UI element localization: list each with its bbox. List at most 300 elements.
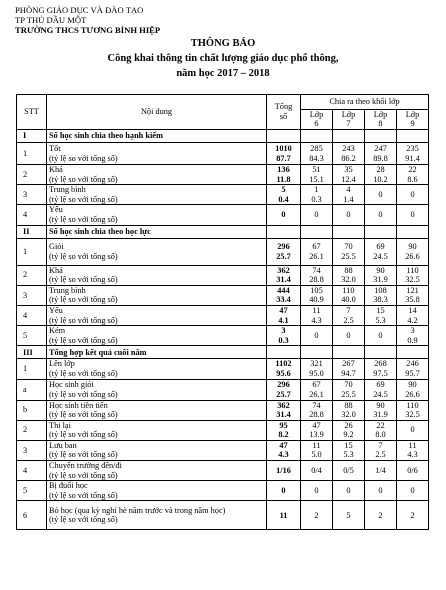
total-percent: 25.7 bbox=[276, 251, 291, 261]
grade-count: 26 bbox=[344, 420, 353, 430]
grade-9-cell bbox=[397, 379, 429, 400]
total-count: 296 bbox=[277, 241, 290, 251]
header-grade-4 bbox=[397, 110, 429, 130]
grade-8-cell bbox=[365, 481, 397, 501]
row-ratio-label: (tỷ lệ so với tổng số) bbox=[49, 335, 118, 345]
row-ratio-label: (tỷ lệ so với tổng số) bbox=[49, 214, 118, 224]
row-total bbox=[267, 440, 301, 460]
grade-9-cell bbox=[397, 359, 429, 379]
row-name: Chuyển trường đến/đi bbox=[49, 461, 122, 471]
row-ratio-label: (tỷ lệ so với tổng số) bbox=[49, 368, 118, 378]
grade-9-cell bbox=[397, 238, 429, 265]
row-total bbox=[267, 285, 301, 305]
row-name: Bỏ học (qua kỳ nghỉ hè năm trước và trong năm học) bbox=[49, 505, 226, 515]
total-count: 362 bbox=[277, 265, 290, 275]
header-grade-label: Lớp bbox=[341, 109, 356, 119]
grade-8-cell bbox=[365, 440, 397, 460]
grade-percent: 13.9 bbox=[309, 430, 324, 440]
grade-count: 0 bbox=[378, 189, 383, 199]
grade-count: 0 bbox=[410, 189, 415, 199]
row-stt: 4 bbox=[17, 461, 47, 481]
row-stt: 3 bbox=[17, 440, 47, 460]
grade-count: 35 bbox=[344, 165, 353, 174]
grade-percent: 26.6 bbox=[405, 389, 420, 399]
header-grade-2 bbox=[333, 110, 365, 130]
table-row bbox=[17, 165, 429, 185]
total-count: 362 bbox=[277, 400, 290, 410]
grade-8-cell bbox=[365, 143, 397, 165]
grade-8-cell bbox=[365, 265, 397, 285]
row-total bbox=[267, 420, 301, 440]
section-title: Số học sinh chia theo hạnh kiểm bbox=[47, 130, 267, 143]
grade-count: 11 bbox=[408, 440, 417, 450]
grade-percent: 24.5 bbox=[373, 389, 388, 399]
header-grade-1 bbox=[301, 110, 333, 130]
grade-count: 90 bbox=[376, 265, 385, 275]
grade-count: 3 bbox=[410, 326, 415, 336]
grade-percent: 9.2 bbox=[343, 430, 354, 440]
row-total bbox=[267, 326, 301, 346]
grade-9-cell bbox=[397, 165, 429, 185]
grade-8-cell bbox=[365, 305, 397, 325]
total-count: 1/16 bbox=[276, 465, 291, 475]
grade-6-cell bbox=[301, 265, 333, 285]
grade-7-cell bbox=[333, 461, 365, 481]
row-stt: 4 bbox=[17, 205, 47, 225]
row-total bbox=[267, 501, 301, 530]
empty-cell bbox=[333, 225, 365, 238]
document-title: THÔNG BÁO bbox=[190, 38, 256, 49]
total-count: 296 bbox=[277, 379, 290, 389]
grade-percent: 40.9 bbox=[309, 295, 324, 305]
empty-cell bbox=[333, 346, 365, 359]
grade-count: 0 bbox=[314, 210, 319, 220]
total-percent: 33.4 bbox=[276, 295, 291, 305]
grade-6-cell bbox=[301, 461, 333, 481]
grade-percent: 8.0 bbox=[375, 430, 386, 440]
row-ratio-label: (tỷ lệ so với tổng số) bbox=[49, 275, 118, 285]
section-title: Tổng hợp kết quả cuối năm bbox=[47, 346, 267, 359]
grade-9-cell bbox=[397, 461, 429, 481]
grade-count: 110 bbox=[406, 265, 419, 275]
grade-percent: 26.1 bbox=[309, 251, 324, 261]
grade-8-cell bbox=[365, 461, 397, 481]
header-grade-group: Chia ra theo khối lớp bbox=[301, 95, 429, 110]
grade-count: 0 bbox=[378, 330, 383, 340]
header-grade-number: 7 bbox=[346, 118, 351, 128]
section-title: Số học sinh chia theo học lực bbox=[47, 225, 267, 238]
grade-percent: 4.2 bbox=[407, 315, 418, 325]
row-ratio-label: (tỷ lệ so với tổng số) bbox=[49, 470, 118, 480]
grade-7-cell bbox=[333, 481, 365, 501]
total-percent: 4.1 bbox=[278, 315, 289, 325]
grade-count: 7 bbox=[346, 305, 351, 315]
department-name: PHÒNG GIÁO DỤC VÀ ĐÀO TẠO bbox=[15, 5, 144, 15]
grade-6-cell bbox=[301, 501, 333, 530]
grade-count: 267 bbox=[342, 359, 355, 369]
grade-percent: 84.3 bbox=[309, 153, 324, 163]
row-name: Lưu ban bbox=[49, 440, 77, 450]
row-stt: 4 bbox=[17, 305, 47, 325]
empty-cell bbox=[267, 225, 301, 238]
school-year: năm học 2017 – 2018 bbox=[176, 68, 270, 79]
row-total bbox=[267, 165, 301, 185]
total-percent: 31.4 bbox=[276, 410, 291, 420]
grade-8-cell bbox=[365, 185, 397, 205]
grade-count: 67 bbox=[312, 379, 321, 389]
grade-6-cell bbox=[301, 205, 333, 225]
total-count: 3 bbox=[281, 326, 286, 336]
grade-count: 11 bbox=[312, 440, 321, 450]
grade-count: 0 bbox=[314, 486, 319, 496]
grade-7-cell bbox=[333, 165, 365, 185]
grade-count: 0 bbox=[410, 486, 415, 496]
grade-count: 235 bbox=[406, 143, 419, 153]
row-ratio-label: (tỷ lệ so với tổng số) bbox=[49, 174, 118, 184]
row-content bbox=[47, 185, 267, 205]
row-stt: 1 bbox=[17, 238, 47, 265]
grade-6-cell bbox=[301, 185, 333, 205]
table-row bbox=[17, 305, 429, 325]
table-row bbox=[17, 205, 429, 225]
header-grade-number: 8 bbox=[378, 118, 383, 128]
grade-percent: 12.4 bbox=[341, 174, 356, 184]
empty-cell bbox=[397, 346, 429, 359]
header-grade-number: 6 bbox=[314, 118, 319, 128]
grade-7-cell bbox=[333, 326, 365, 346]
table-row bbox=[17, 326, 429, 346]
grade-count: 246 bbox=[406, 359, 419, 369]
section-row bbox=[17, 225, 429, 238]
grade-count: 0 bbox=[378, 486, 383, 496]
grade-count: 1/4 bbox=[375, 465, 386, 475]
grade-7-cell bbox=[333, 501, 365, 530]
section-row bbox=[17, 130, 429, 143]
total-count: 11 bbox=[279, 510, 288, 520]
grade-7-cell bbox=[333, 238, 365, 265]
empty-cell bbox=[397, 225, 429, 238]
grade-percent: 5.0 bbox=[311, 450, 322, 460]
grade-percent: 10.2 bbox=[373, 174, 388, 184]
row-content bbox=[47, 305, 267, 325]
row-total bbox=[267, 400, 301, 420]
header-grade-label: Lớp bbox=[309, 109, 324, 119]
row-content bbox=[47, 400, 267, 420]
header-total-b: số bbox=[279, 112, 288, 121]
total-percent: 95.6 bbox=[276, 368, 291, 378]
table-row bbox=[17, 143, 429, 165]
row-total bbox=[267, 359, 301, 379]
total-count: 1102 bbox=[275, 359, 292, 369]
grade-count: 0 bbox=[346, 486, 351, 496]
grade-count: 0 bbox=[378, 210, 383, 220]
grade-9-cell bbox=[397, 440, 429, 460]
table-row bbox=[17, 461, 429, 481]
row-content bbox=[47, 440, 267, 460]
document-subtitle: Công khai thông tin chất lượng giáo dục phổ thông, bbox=[107, 53, 339, 64]
grade-9-cell bbox=[397, 205, 429, 225]
row-content bbox=[47, 501, 267, 530]
grade-count: 1 bbox=[314, 185, 319, 195]
grade-8-cell bbox=[365, 326, 397, 346]
table-row bbox=[17, 238, 429, 265]
grade-count: 11 bbox=[312, 305, 321, 315]
grade-count: 70 bbox=[344, 379, 353, 389]
grade-6-cell bbox=[301, 143, 333, 165]
grade-8-cell bbox=[365, 205, 397, 225]
section-number: II bbox=[17, 225, 47, 238]
grade-count: 47 bbox=[312, 420, 321, 430]
grade-count: 2 bbox=[314, 510, 319, 520]
row-content bbox=[47, 379, 267, 400]
table-row bbox=[17, 400, 429, 420]
row-stt: 3 bbox=[17, 285, 47, 305]
row-total bbox=[267, 205, 301, 225]
grade-count: 0 bbox=[314, 330, 319, 340]
grade-percent: 94.7 bbox=[341, 368, 356, 378]
row-stt: 1 bbox=[17, 143, 47, 165]
grade-6-cell bbox=[301, 305, 333, 325]
grade-8-cell bbox=[365, 400, 397, 420]
row-ratio-label: (tỷ lệ so với tổng số) bbox=[49, 251, 118, 261]
grade-percent: 97.5 bbox=[373, 368, 388, 378]
grade-count: 108 bbox=[374, 285, 387, 295]
grade-percent: 35.8 bbox=[405, 295, 420, 305]
grade-percent: 5.3 bbox=[343, 450, 354, 460]
row-name: Học sinh giỏi bbox=[49, 379, 94, 389]
grade-percent: 2.5 bbox=[343, 315, 354, 325]
row-content bbox=[47, 326, 267, 346]
grade-7-cell bbox=[333, 420, 365, 440]
grade-count: 90 bbox=[408, 379, 417, 389]
grade-7-cell bbox=[333, 440, 365, 460]
grade-count: 70 bbox=[344, 241, 353, 251]
grade-count: 88 bbox=[344, 265, 353, 275]
row-stt: 2 bbox=[17, 165, 47, 185]
header-grade-3 bbox=[365, 110, 397, 130]
row-stt: b bbox=[17, 400, 47, 420]
empty-cell bbox=[301, 346, 333, 359]
row-content bbox=[47, 165, 267, 185]
grade-percent: 32.5 bbox=[405, 410, 420, 420]
row-stt: 3 bbox=[17, 185, 47, 205]
grade-9-cell bbox=[397, 185, 429, 205]
row-total bbox=[267, 143, 301, 165]
empty-cell bbox=[365, 346, 397, 359]
row-stt: a bbox=[17, 379, 47, 400]
grade-7-cell bbox=[333, 143, 365, 165]
grade-percent: 31.9 bbox=[373, 410, 388, 420]
total-percent: 87.7 bbox=[276, 153, 291, 163]
row-ratio-label: (tỷ lệ so với tổng số) bbox=[49, 389, 118, 399]
grade-count: 15 bbox=[344, 440, 353, 450]
grade-percent: 1.4 bbox=[343, 194, 354, 204]
empty-cell bbox=[365, 225, 397, 238]
row-content bbox=[47, 265, 267, 285]
grade-percent: 24.5 bbox=[373, 251, 388, 261]
grade-count: 105 bbox=[310, 285, 323, 295]
grade-count: 110 bbox=[342, 285, 355, 295]
grade-7-cell bbox=[333, 305, 365, 325]
row-content bbox=[47, 285, 267, 305]
grade-count: 0 bbox=[346, 330, 351, 340]
empty-cell bbox=[365, 130, 397, 143]
grade-7-cell bbox=[333, 379, 365, 400]
grade-count: 74 bbox=[312, 400, 321, 410]
row-name: Tốt bbox=[49, 143, 61, 153]
school-name: TRƯỜNG THCS TƯƠNG BÌNH HIỆP bbox=[15, 25, 161, 35]
grade-8-cell bbox=[365, 501, 397, 530]
grade-7-cell bbox=[333, 359, 365, 379]
row-total bbox=[267, 265, 301, 285]
empty-cell bbox=[267, 130, 301, 143]
grade-percent: 32.0 bbox=[341, 275, 356, 285]
row-name: Thi lại bbox=[49, 420, 71, 430]
row-content bbox=[47, 420, 267, 440]
row-total bbox=[267, 238, 301, 265]
grade-9-cell bbox=[397, 285, 429, 305]
grade-9-cell bbox=[397, 143, 429, 165]
grade-9-cell bbox=[397, 305, 429, 325]
table-row bbox=[17, 379, 429, 400]
grade-percent: 89.8 bbox=[373, 153, 388, 163]
total-percent: 0.4 bbox=[278, 194, 289, 204]
grade-6-cell bbox=[301, 326, 333, 346]
grade-count: 14 bbox=[408, 305, 417, 315]
row-name: Khá bbox=[49, 265, 63, 275]
table-body bbox=[17, 130, 429, 530]
grade-count: 4 bbox=[346, 185, 351, 195]
grade-percent: 15.1 bbox=[309, 174, 324, 184]
grade-count: 88 bbox=[344, 400, 353, 410]
grade-count: 0 bbox=[346, 210, 351, 220]
grade-9-cell bbox=[397, 326, 429, 346]
table-row bbox=[17, 285, 429, 305]
table-row bbox=[17, 359, 429, 379]
grade-6-cell bbox=[301, 359, 333, 379]
row-content bbox=[47, 359, 267, 379]
total-count: 0 bbox=[281, 486, 286, 496]
row-total bbox=[267, 305, 301, 325]
header-total bbox=[267, 95, 301, 130]
row-ratio-label: (tỷ lệ so với tổng số) bbox=[49, 490, 118, 500]
grade-percent: 26.6 bbox=[405, 251, 420, 261]
grade-percent: 31.9 bbox=[373, 275, 388, 285]
total-percent: 4.3 bbox=[278, 450, 289, 460]
grade-count: 15 bbox=[376, 305, 385, 315]
grade-percent: 2.5 bbox=[375, 450, 386, 460]
header-grade-label: Lớp bbox=[405, 109, 420, 119]
header-grade-label: Lớp bbox=[373, 109, 388, 119]
grade-percent: 0.9 bbox=[407, 335, 418, 345]
grade-6-cell bbox=[301, 400, 333, 420]
table-row bbox=[17, 185, 429, 205]
grade-count: 247 bbox=[374, 143, 387, 153]
total-count: 47 bbox=[279, 440, 288, 450]
grade-7-cell bbox=[333, 205, 365, 225]
grade-8-cell bbox=[365, 420, 397, 440]
section-number: III bbox=[17, 346, 47, 359]
row-stt: 2 bbox=[17, 265, 47, 285]
row-ratio-label: (tỷ lệ so với tổng số) bbox=[49, 315, 118, 325]
grade-6-cell bbox=[301, 285, 333, 305]
grade-count: 0/5 bbox=[343, 465, 354, 475]
grade-count: 2 bbox=[378, 510, 383, 520]
grade-count: 74 bbox=[312, 265, 321, 275]
table-row bbox=[17, 440, 429, 460]
total-percent: 0.3 bbox=[278, 335, 289, 345]
empty-cell bbox=[267, 346, 301, 359]
section-row bbox=[17, 346, 429, 359]
row-ratio-label: (tỷ lệ so với tổng số) bbox=[49, 153, 118, 163]
grade-count: 51 bbox=[312, 165, 321, 174]
grade-6-cell bbox=[301, 238, 333, 265]
row-stt: 5 bbox=[17, 481, 47, 501]
grade-7-cell bbox=[333, 400, 365, 420]
row-ratio-label: (tỷ lệ so với tổng số) bbox=[49, 430, 118, 440]
table-row bbox=[17, 501, 429, 530]
grade-count: 28 bbox=[376, 165, 385, 174]
total-count: 444 bbox=[277, 285, 290, 295]
grade-count: 0/6 bbox=[407, 465, 418, 475]
row-ratio-label: (tỷ lệ so với tổng số) bbox=[49, 515, 118, 525]
grade-percent: 4.3 bbox=[407, 450, 418, 460]
city-name: TP THỦ DẦU MỘT bbox=[15, 15, 87, 25]
total-percent: 8.2 bbox=[278, 430, 289, 440]
row-content bbox=[47, 205, 267, 225]
grade-count: 0/4 bbox=[311, 465, 322, 475]
grade-count: 121 bbox=[406, 285, 419, 295]
total-count: 95 bbox=[279, 420, 288, 430]
grade-count: 110 bbox=[406, 400, 419, 410]
empty-cell bbox=[333, 130, 365, 143]
grade-8-cell bbox=[365, 238, 397, 265]
grade-percent: 25.5 bbox=[341, 389, 356, 399]
grade-9-cell bbox=[397, 400, 429, 420]
grade-8-cell bbox=[365, 165, 397, 185]
section-number: I bbox=[17, 130, 47, 143]
total-count: 47 bbox=[279, 305, 288, 315]
row-name: Học sinh tiên tiến bbox=[49, 400, 108, 410]
row-total bbox=[267, 379, 301, 400]
header-content: Nội dung bbox=[47, 95, 267, 130]
document-header bbox=[15, 5, 160, 35]
grade-count: 69 bbox=[376, 379, 385, 389]
grade-percent: 95.0 bbox=[309, 368, 324, 378]
grade-7-cell bbox=[333, 285, 365, 305]
row-content bbox=[47, 238, 267, 265]
row-name: Yếu bbox=[49, 305, 63, 315]
row-name: Khá bbox=[49, 165, 63, 174]
total-percent: 31.4 bbox=[276, 275, 291, 285]
total-count: 1010 bbox=[275, 143, 292, 153]
grade-6-cell bbox=[301, 440, 333, 460]
grade-count: 22 bbox=[376, 420, 385, 430]
table-row bbox=[17, 420, 429, 440]
grade-6-cell bbox=[301, 379, 333, 400]
row-ratio-label: (tỷ lệ so với tổng số) bbox=[49, 295, 118, 305]
grade-percent: 86.2 bbox=[341, 153, 356, 163]
grade-count: 90 bbox=[408, 241, 417, 251]
total-count: 5 bbox=[281, 185, 286, 195]
row-name: Bị đuổi học bbox=[49, 481, 88, 491]
grade-count: 321 bbox=[310, 359, 323, 369]
grade-percent: 40.0 bbox=[341, 295, 356, 305]
grade-count: 90 bbox=[376, 400, 385, 410]
grade-6-cell bbox=[301, 420, 333, 440]
row-name: Trung bình bbox=[49, 185, 86, 195]
grade-count: 268 bbox=[374, 359, 387, 369]
